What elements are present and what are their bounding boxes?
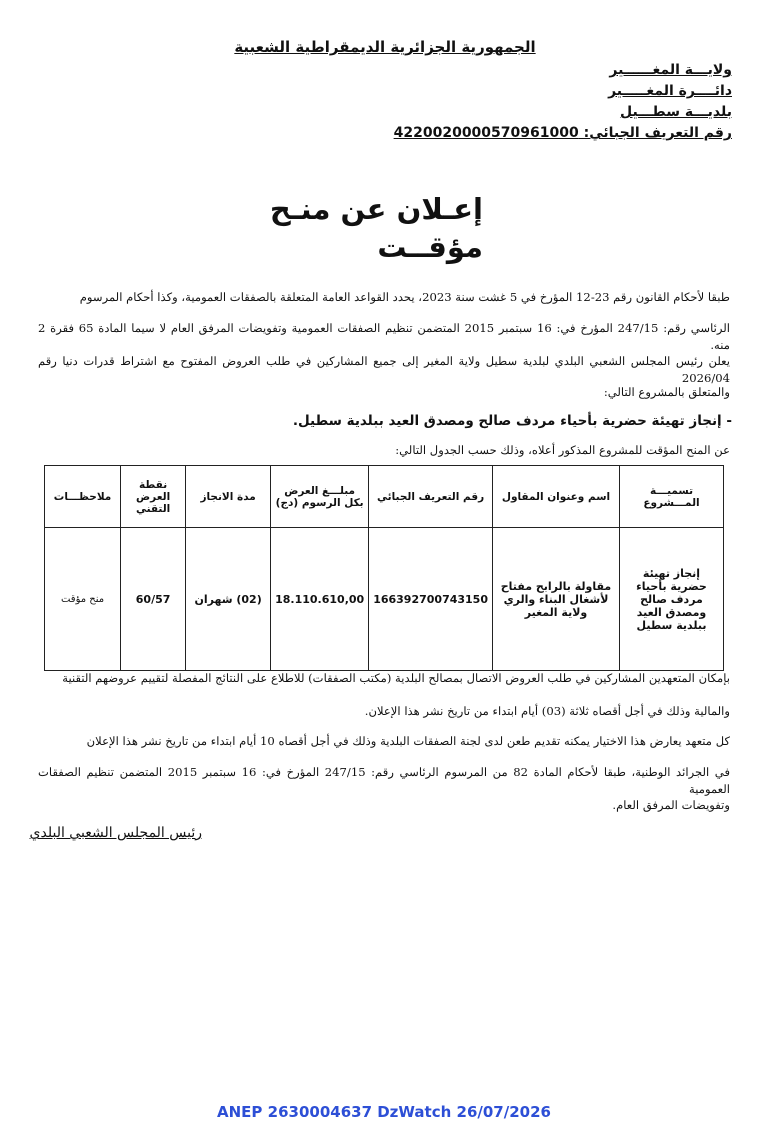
cell-amount: 18.110.610,00 (271, 528, 369, 671)
page-title: إعـلان عن منـح (269, 192, 483, 226)
paragraph-1-line-1: طبقا لأحكام القانون رقم 23-12 المؤرخ في 5 غشت سنة 2023، يحدد القواعد العامة المتعلقة بالصفقات العمومية، وكذا أحكام المرسوم (79, 290, 730, 304)
cell-tax-id: 166392700743150 (369, 528, 493, 671)
cell-contractor: مقاولة بالرابح مفتاح لأشغال البناء والري ولاية المغير (493, 528, 620, 671)
paragraph-2-line-1: يعلن رئيس المجلس الشعبي البلدي لبلدية سطيل ولاية المغير إلى جميع المشاركين في طلب العروض المفتوح مع اشتراط قدرات دنيا رقم 2026/04 (38, 354, 730, 385)
paragraph-1-line-2: الرئاسي رقم: 247/15 المؤرخ في: 16 سبتمبر 2015 المتضمن تنظيم الصفقات العمومية وتفويضات المرفق العام لا سيما المادة 65 فقرة 2 منه. (38, 321, 730, 352)
paragraph-5-line-3: وتفويضات المرفق العام. (612, 798, 730, 812)
paragraph-4-line-2: والمالية وذلك في أجل أقصاه ثلاثة (03) أيام ابتداء من تاريخ نشر هذا الإعلان. (364, 704, 730, 718)
daira-line: دائــــرة المغـــــير (608, 83, 732, 99)
header-project: تسميـــة المـــشروع (620, 466, 724, 528)
page-title-second-line: مؤقــت (377, 230, 483, 264)
paragraph-5-line-2: في الجرائد الوطنية، طبقا لأحكام المادة 82 من المرسوم الرئاسي رقم: 247/15 المؤرخ في: 16 سبتمبر 2015 المتضمن تنظيم الصفقات العمومية (38, 765, 730, 796)
cell-project: إنجاز تهيئة حضرية بأحياء مردف صالح ومصدق العيد ببلدية سطيل (620, 528, 724, 671)
signature-label: رئيس المجلس الشعبي البلدي (29, 825, 202, 841)
publication-reference: ANEP 2630004637 DzWatch 26/07/2026 (217, 1103, 551, 1121)
table-header-row (45, 466, 724, 528)
paragraph-4-line-1: بإمكان المتعهدين المشاركين في طلب العروض الاتصال بمصالح البلدية (مكتب الصفقات) للاطلاع على النتائج المفصلة لتقييم عروضهم التقنية (62, 671, 730, 685)
republic-heading: الجمهورية الجزائرية الديمقراطية الشعبية (234, 38, 536, 56)
cell-score: 60/57 (121, 528, 186, 671)
cell-notes: منح مؤقت (45, 528, 121, 671)
header-notes: ملاحظـــات (45, 466, 121, 528)
paragraph-5-line-1: كل متعهد يعارض هذا الاختيار يمكنه تقديم طعن لدى لجنة الصفقات البلدية وذلك في أجل أقصاه 10 أيام ابتداء من تاريخ نشر هذا الإعلان (86, 734, 730, 748)
paragraph-3: عن المنح المؤقت للمشروع المذكور أعلاه، وذلك حسب الجدول التالي: (395, 443, 730, 457)
commune-line: بلديـــة سطـــيل (619, 104, 732, 120)
header-tax-id: رقم التعريف الجبائي (369, 466, 493, 528)
award-table (44, 465, 724, 671)
tax-id-line: رقم التعريف الجبائي: 4220020000570961000 (393, 125, 732, 141)
table-row (45, 528, 724, 671)
wilaya-line: ولايـــة المغــــــير (609, 62, 732, 78)
project-subject: - إنجاز تهيئة حضرية بأحياء مردف صالح ومصدق العيد ببلدية سطيل. (292, 413, 732, 429)
header-score: نقطة العرض التقني (121, 466, 186, 528)
header-contractor: اسم وعنوان المقاول (493, 466, 620, 528)
header-amount: مبلـــغ العرض بكل الرسوم (دج) (271, 466, 369, 528)
cell-duration: (02) شهران (186, 528, 271, 671)
paragraph-2-line-2: والمتعلق بالمشروع التالي: (603, 385, 730, 399)
header-duration: مدة الانجاز (186, 466, 271, 528)
